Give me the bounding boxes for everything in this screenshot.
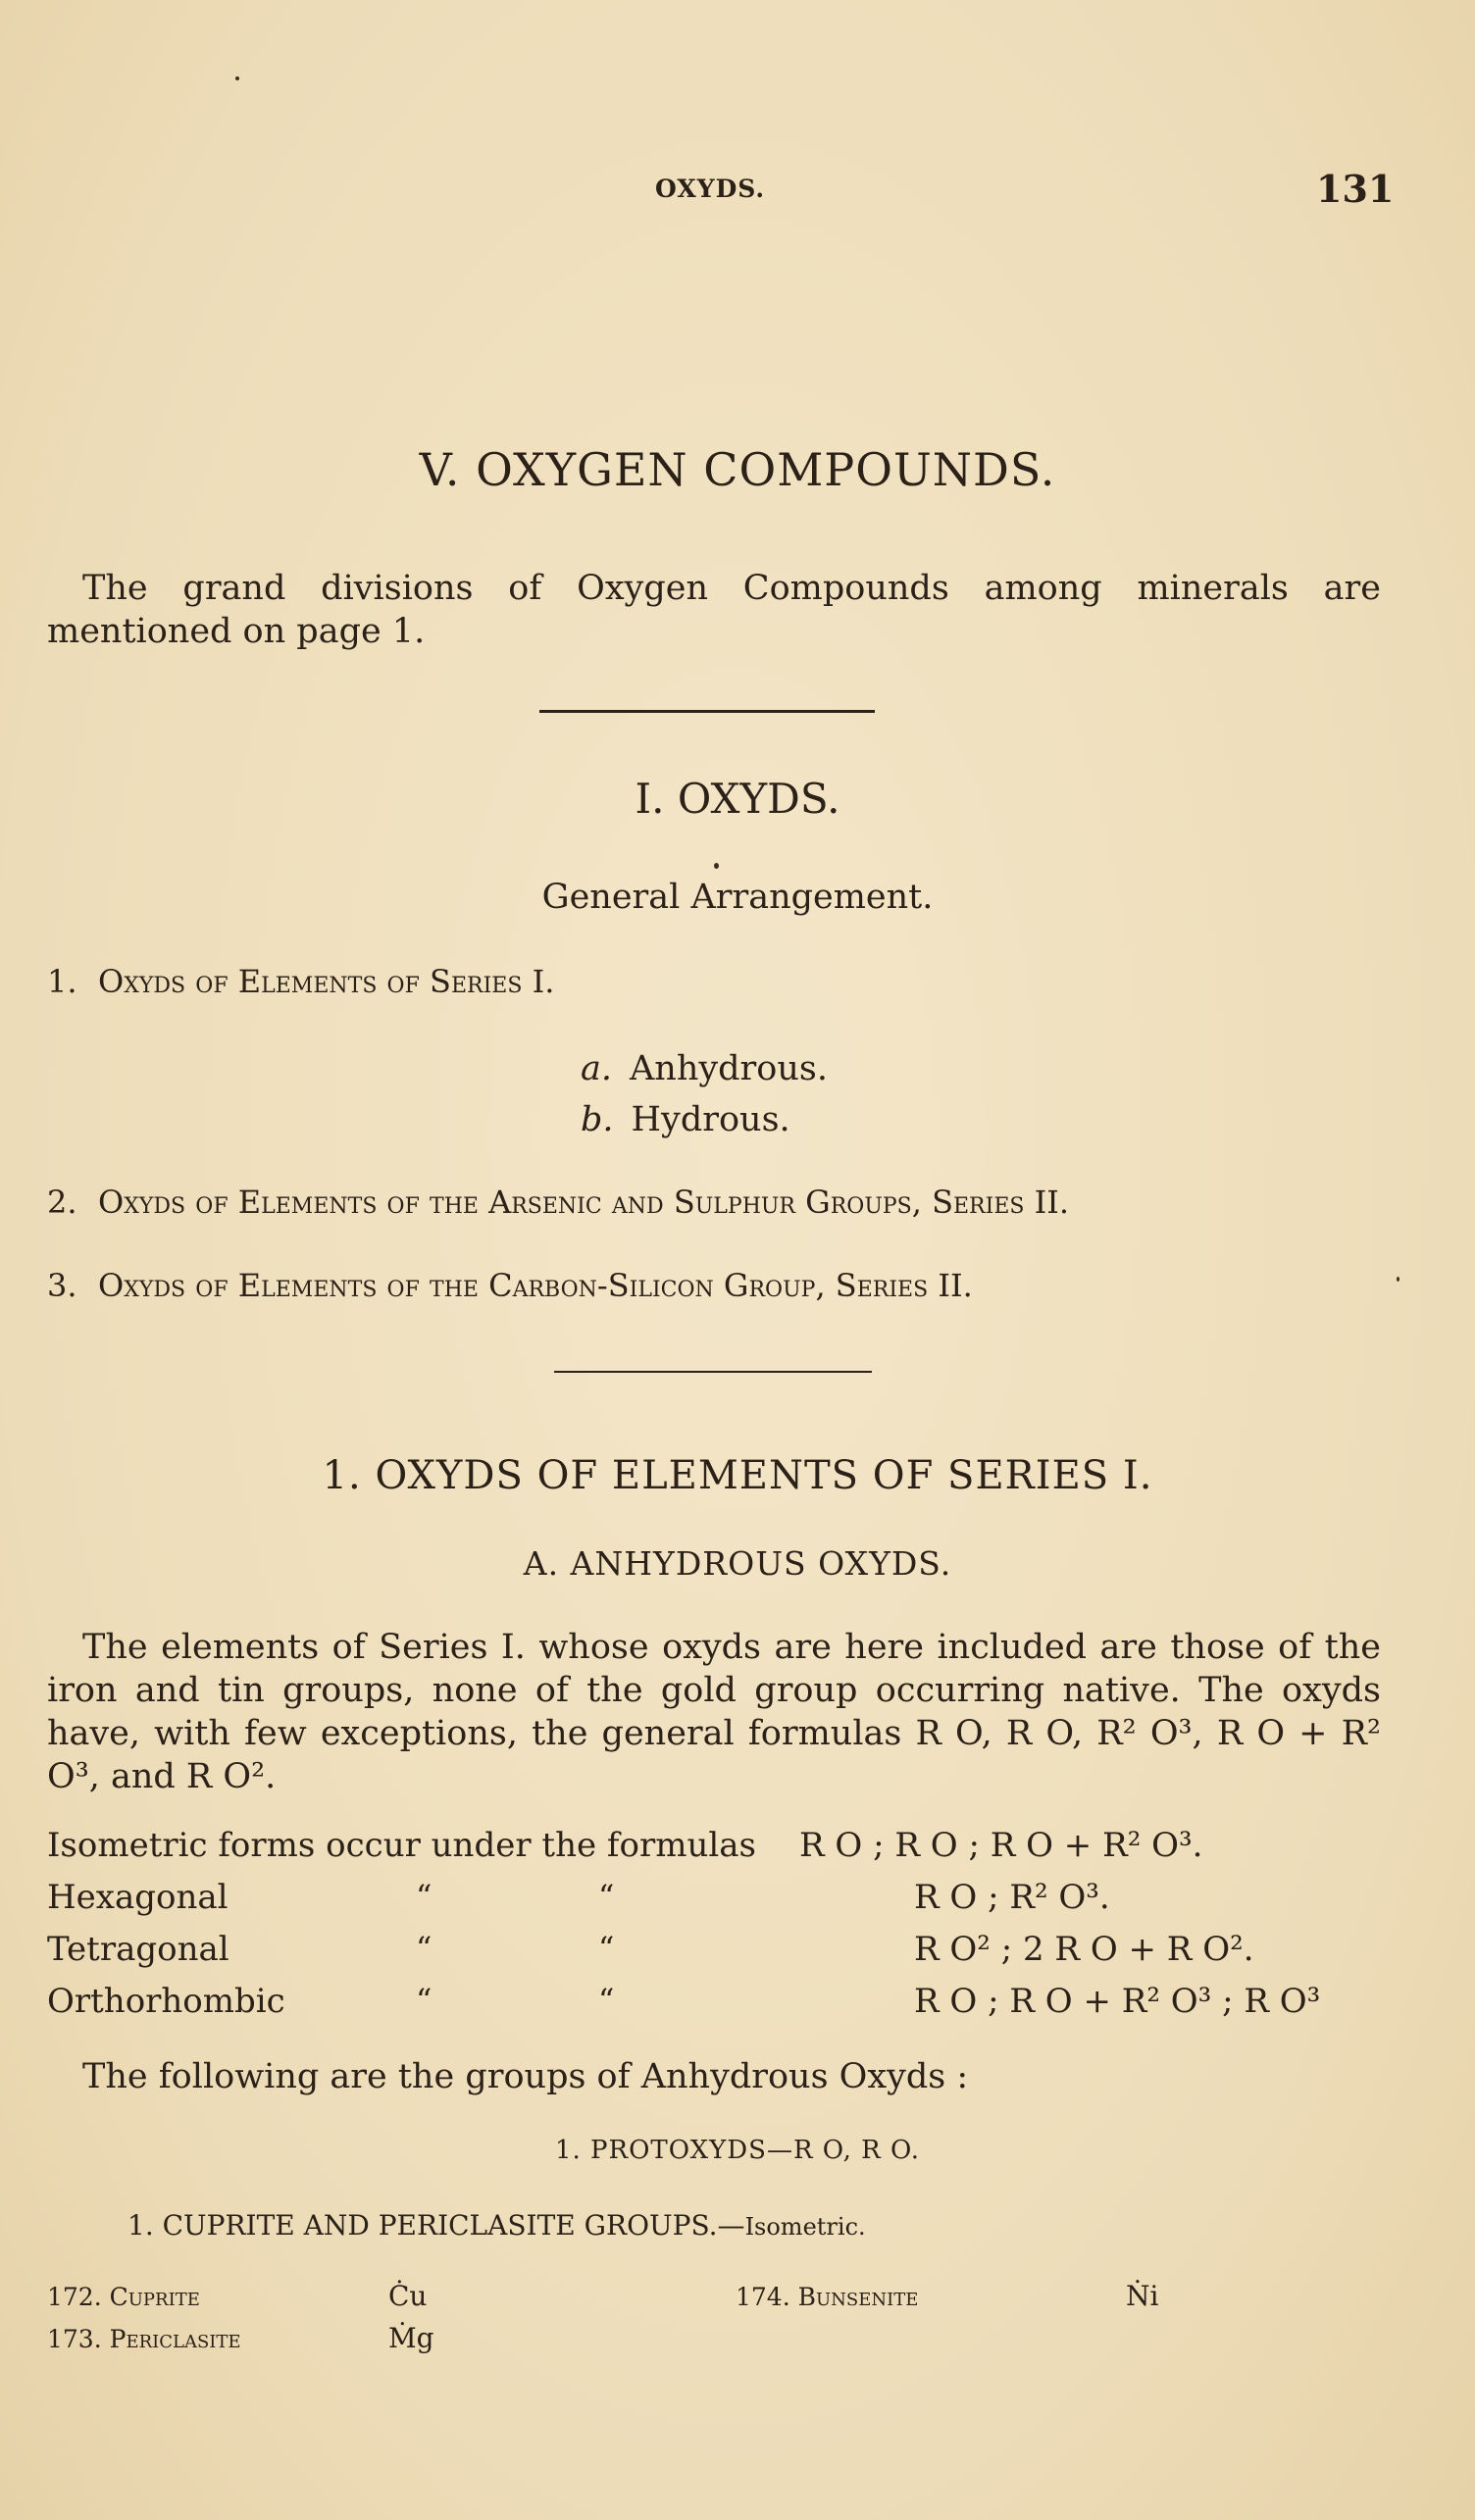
mineral-formula-172: Ċu bbox=[388, 2280, 428, 2312]
mineral-name: Periclasite bbox=[109, 2325, 241, 2353]
ditto-mark: “ bbox=[598, 1930, 615, 1967]
form-formulas-hexagonal: R O ; R² O³. bbox=[914, 1878, 1110, 1917]
arrangement-item-2 bbox=[47, 1184, 1069, 1221]
page-number: 131 bbox=[1316, 167, 1395, 211]
form-label-hexagonal: Hexagonal bbox=[47, 1878, 229, 1917]
division-rule bbox=[554, 1371, 872, 1373]
body-paragraph: The elements of Series I. whose oxyds are here included are those of the iron and tin groups, none of the gold group occurring native. The oxyds have, with few exceptions, the general formulas R O, R O, R² O³, R O + R² O³, and R O². bbox=[47, 1628, 1381, 1796]
form-formulas-isometric: R O ; R O ; R O + R² O³. bbox=[799, 1826, 1203, 1865]
group-heading-main: 1. CUPRITE AND PERICLASITE GROUPS.— bbox=[127, 2209, 745, 2242]
mineral-entry-172 bbox=[47, 2283, 200, 2311]
paper-speck bbox=[1397, 1277, 1399, 1282]
mineral-formula-173: Ṁg bbox=[388, 2322, 434, 2354]
sub-item-letter: b. bbox=[581, 1100, 614, 1139]
paper-speck bbox=[235, 76, 239, 80]
section-rule bbox=[539, 710, 875, 713]
protoxyds-title: 1. PROTOXYDS—R O, R O. bbox=[554, 2136, 921, 2165]
mineral-name: Bunsenite bbox=[797, 2283, 919, 2311]
ditto-mark: “ bbox=[416, 1878, 432, 1915]
ditto-mark: “ bbox=[598, 1878, 615, 1915]
form-label-isometric: Isometric forms occur under the formulas bbox=[47, 1826, 756, 1865]
mineral-entry-173 bbox=[47, 2325, 241, 2353]
ditto-mark: “ bbox=[416, 1982, 432, 2019]
group-heading-tail: Isometric. bbox=[744, 2213, 866, 2241]
mineral-number: 172. bbox=[47, 2283, 102, 2311]
mineral-entry-174 bbox=[736, 2283, 918, 2311]
sub-item-b bbox=[581, 1100, 790, 1139]
running-head: OXYDS. bbox=[655, 175, 766, 203]
form-formulas-orthorhombic: R O ; R O + R² O³ ; R O³ bbox=[914, 1982, 1321, 2021]
chapter-title: V. OXYGEN COMPOUNDS. bbox=[419, 443, 1056, 496]
arrangement-item-1 bbox=[47, 963, 554, 1000]
sub-item-letter: a. bbox=[581, 1049, 612, 1088]
arrangement-item-3 bbox=[47, 1267, 973, 1304]
sub-item-text: Hydrous. bbox=[631, 1100, 790, 1139]
arrangement-item-number: 2. bbox=[47, 1184, 77, 1221]
arrangement-item-text: Oxyds of Elements of the Arsenic and Sulphur Groups, Series II. bbox=[98, 1184, 1070, 1221]
form-label-tetragonal: Tetragonal bbox=[47, 1930, 229, 1969]
arrangement-item-text: Oxyds of Elements of the Carbon-Silicon Group, Series II. bbox=[98, 1267, 973, 1304]
subdivision-title: A. ANHYDROUS OXYDS. bbox=[523, 1544, 952, 1583]
sub-item-text: Anhydrous. bbox=[630, 1049, 828, 1088]
division-title: 1. OXYDS OF ELEMENTS OF SERIES I. bbox=[322, 1453, 1153, 1498]
groups-intro: The following are the groups of Anhydrous Oxyds : bbox=[82, 2057, 969, 2096]
arrangement-item-number: 3. bbox=[47, 1267, 77, 1304]
mineral-formula-174: Ṅi bbox=[1126, 2280, 1159, 2312]
group-heading bbox=[127, 2209, 866, 2242]
sub-item-a bbox=[581, 1049, 828, 1088]
form-label-orthorhombic: Orthorhombic bbox=[47, 1982, 285, 2021]
mineral-name: Cuprite bbox=[109, 2283, 200, 2311]
mineral-number: 173. bbox=[47, 2325, 102, 2353]
section-title: I. OXYDS. bbox=[635, 775, 840, 823]
ditto-mark: “ bbox=[598, 1982, 615, 2019]
arrangement-title: General Arrangement. bbox=[541, 878, 934, 917]
ditto-mark: “ bbox=[416, 1930, 432, 1967]
arrangement-item-text: Oxyds of Elements of Series I. bbox=[98, 963, 555, 1000]
mineral-number: 174. bbox=[736, 2283, 790, 2311]
form-formulas-tetragonal: R O² ; 2 R O + R O². bbox=[914, 1930, 1254, 1969]
intro-paragraph: The grand divisions of Oxygen Compounds among minerals are mentioned on page 1. bbox=[47, 569, 1381, 651]
arrangement-item-number: 1. bbox=[47, 963, 77, 1000]
paper-speck bbox=[714, 863, 719, 869]
